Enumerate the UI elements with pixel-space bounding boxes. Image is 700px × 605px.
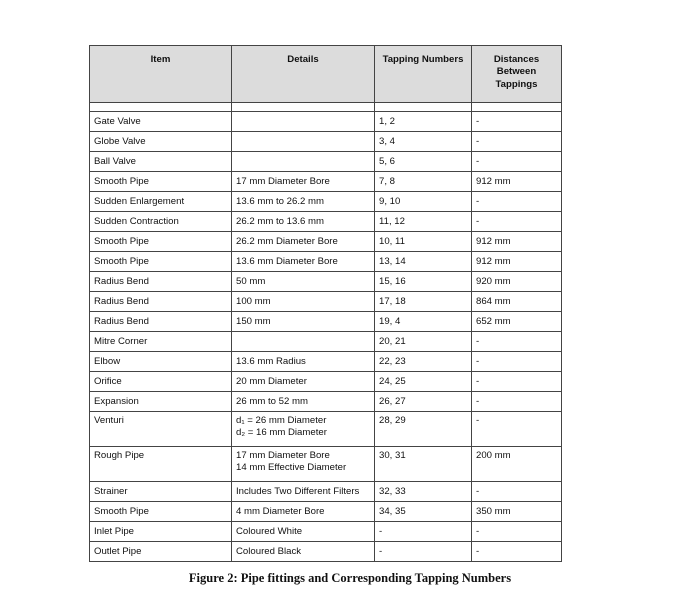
item-cell: Elbow: [90, 352, 232, 372]
table-row: [90, 172, 562, 192]
details-line: 14 mm Effective Diameter: [236, 461, 347, 473]
distance-cell: -: [472, 212, 562, 232]
distance-cell: 864 mm: [472, 292, 562, 312]
tapping-cell: 7, 8: [375, 172, 472, 192]
header-item: Item: [90, 46, 232, 103]
item-cell: Rough Pipe: [90, 447, 232, 482]
table-row: [90, 482, 562, 502]
tapping-cell: 34, 35: [375, 502, 472, 522]
distance-cell: -: [472, 542, 562, 562]
details-cell: [232, 412, 375, 447]
distance-cell: -: [472, 192, 562, 212]
item-cell: Radius Bend: [90, 272, 232, 292]
tapping-cell: 13, 14: [375, 252, 472, 272]
distance-cell: -: [472, 132, 562, 152]
distance-cell: -: [472, 412, 562, 447]
distance-cell: -: [472, 392, 562, 412]
table-row: [90, 412, 562, 447]
tapping-cell: 1, 2: [375, 112, 472, 132]
tapping-cell: 11, 12: [375, 212, 472, 232]
item-cell: Strainer: [90, 482, 232, 502]
item-cell: Smooth Pipe: [90, 252, 232, 272]
details-cell: Coloured White: [232, 522, 375, 542]
distance-cell: 920 mm: [472, 272, 562, 292]
table-row: [90, 272, 562, 292]
details-cell: [232, 152, 375, 172]
header-details: Details: [232, 46, 375, 103]
details-cell: 26.2 mm to 13.6 mm: [232, 212, 375, 232]
tapping-cell: 17, 18: [375, 292, 472, 312]
details-cell: 17 mm Diameter Bore: [232, 172, 375, 192]
distance-cell: 350 mm: [472, 502, 562, 522]
item-cell: Outlet Pipe: [90, 542, 232, 562]
table-row: [90, 372, 562, 392]
table-row: [90, 522, 562, 542]
distance-cell: 200 mm: [472, 447, 562, 482]
distance-cell: 652 mm: [472, 312, 562, 332]
item-cell: Globe Valve: [90, 132, 232, 152]
details-cell: [232, 447, 375, 482]
details-cell: 150 mm: [232, 312, 375, 332]
details-cell: [232, 332, 375, 352]
table-row: [90, 502, 562, 522]
tapping-cell: 24, 25: [375, 372, 472, 392]
table-row: [90, 312, 562, 332]
tapping-cell: 10, 11: [375, 232, 472, 252]
details-line: 17 mm Diameter Bore: [236, 450, 330, 461]
figure-caption: Figure 2: Pipe fittings and Corresponding Tapping Numbers: [188, 571, 512, 585]
table-row: [90, 192, 562, 212]
distance-cell: 912 mm: [472, 232, 562, 252]
item-cell: Expansion: [90, 392, 232, 412]
item-cell: Gate Valve: [90, 112, 232, 132]
distance-cell: -: [472, 372, 562, 392]
details-cell: 26 mm to 52 mm: [232, 392, 375, 412]
distance-cell: 912 mm: [472, 252, 562, 272]
distance-cell: -: [472, 482, 562, 502]
distance-cell: 912 mm: [472, 172, 562, 192]
distance-cell: -: [472, 112, 562, 132]
tapping-cell: 9, 10: [375, 192, 472, 212]
table-row: [90, 542, 562, 562]
table-row: [90, 232, 562, 252]
details-line: d₁ = 26 mm Diameter: [236, 415, 327, 426]
distance-cell: -: [472, 352, 562, 372]
tapping-cell: -: [375, 542, 472, 562]
item-cell: Venturi: [90, 412, 232, 447]
header-distances: Distances Between Tappings: [472, 46, 562, 103]
distance-cell: -: [472, 332, 562, 352]
tapping-cell: 32, 33: [375, 482, 472, 502]
details-cell: Coloured Black: [232, 542, 375, 562]
details-cell: [232, 112, 375, 132]
header-gap-row: [90, 103, 562, 112]
tapping-cell: 19, 4: [375, 312, 472, 332]
item-cell: Sudden Enlargement: [90, 192, 232, 212]
distance-cell: -: [472, 522, 562, 542]
tapping-cell: 22, 23: [375, 352, 472, 372]
tapping-cell: -: [375, 522, 472, 542]
table-row: [90, 392, 562, 412]
table-row: [90, 447, 562, 482]
table-row: [90, 212, 562, 232]
details-line: d₂ = 16 mm Diameter: [236, 426, 327, 438]
item-cell: Smooth Pipe: [90, 172, 232, 192]
tapping-cell: 26, 27: [375, 392, 472, 412]
item-cell: Inlet Pipe: [90, 522, 232, 542]
details-cell: Includes Two Different Filters: [232, 482, 375, 502]
details-cell: 20 mm Diameter: [232, 372, 375, 392]
details-cell: 13.6 mm Radius: [232, 352, 375, 372]
tapping-cell: 3, 4: [375, 132, 472, 152]
table-row: [90, 132, 562, 152]
item-cell: Mitre Corner: [90, 332, 232, 352]
item-cell: Sudden Contraction: [90, 212, 232, 232]
details-cell: 4 mm Diameter Bore: [232, 502, 375, 522]
table-row: [90, 112, 562, 132]
details-cell: 13.6 mm Diameter Bore: [232, 252, 375, 272]
tapping-cell: 30, 31: [375, 447, 472, 482]
details-cell: 26.2 mm Diameter Bore: [232, 232, 375, 252]
tapping-cell: 20, 21: [375, 332, 472, 352]
item-cell: Ball Valve: [90, 152, 232, 172]
table-row: [90, 352, 562, 372]
details-cell: 50 mm: [232, 272, 375, 292]
table-row: [90, 152, 562, 172]
item-cell: Radius Bend: [90, 292, 232, 312]
table-header-row: [90, 46, 562, 103]
item-cell: Orifice: [90, 372, 232, 392]
table-row: [90, 252, 562, 272]
table-row: [90, 292, 562, 312]
details-cell: 100 mm: [232, 292, 375, 312]
item-cell: Smooth Pipe: [90, 232, 232, 252]
details-cell: 13.6 mm to 26.2 mm: [232, 192, 375, 212]
tapping-cell: 5, 6: [375, 152, 472, 172]
tapping-cell: 15, 16: [375, 272, 472, 292]
distance-cell: -: [472, 152, 562, 172]
details-cell: [232, 132, 375, 152]
pipe-fittings-table: [89, 45, 562, 562]
item-cell: Radius Bend: [90, 312, 232, 332]
item-cell: Smooth Pipe: [90, 502, 232, 522]
table-row: [90, 332, 562, 352]
tapping-cell: 28, 29: [375, 412, 472, 447]
header-tapping-numbers: Tapping Numbers: [375, 46, 472, 103]
